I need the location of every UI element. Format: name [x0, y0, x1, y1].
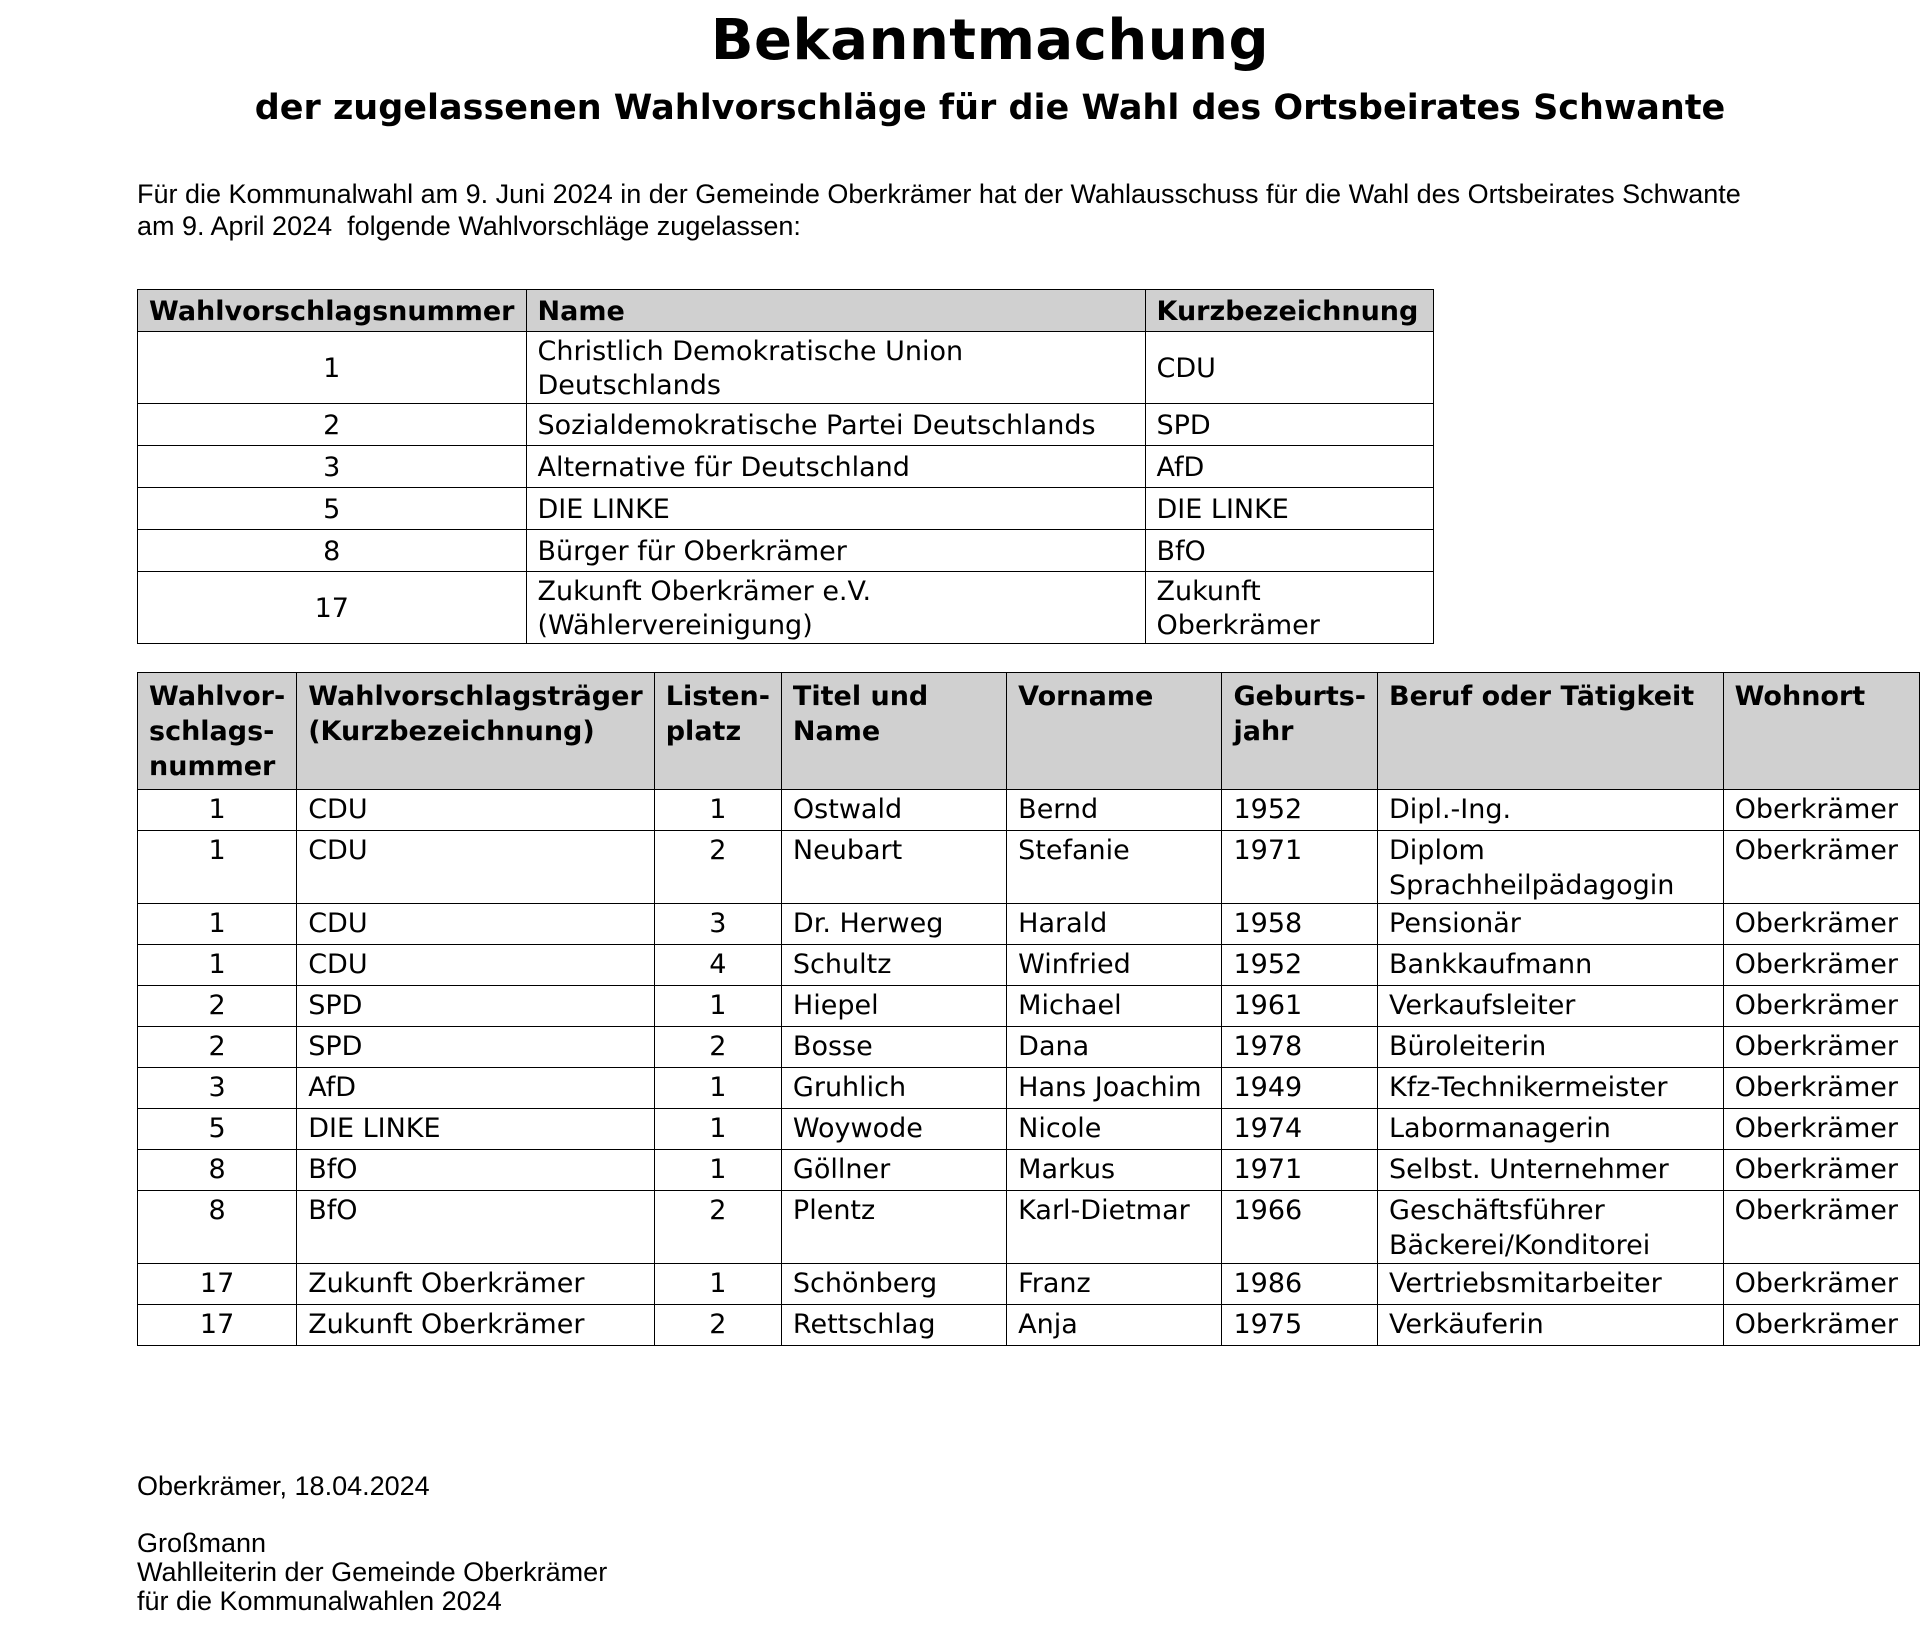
candidates-cell: Oberkrämer — [1723, 1264, 1919, 1305]
candidates-cell: 4 — [654, 945, 781, 986]
candidates-cell: Oberkrämer — [1723, 904, 1919, 945]
candidates-table-row — [138, 904, 1920, 945]
parties-table-row — [138, 446, 1434, 488]
occupation-line: Vertriebsmitarbeiter — [1389, 1268, 1662, 1299]
candidates-header-row — [138, 673, 1920, 790]
candidates-table-row — [138, 1109, 1920, 1150]
candidates-cell: 2 — [654, 1191, 781, 1264]
candidates-cell: Oberkrämer — [1723, 1068, 1919, 1109]
candidates-cell — [1378, 1109, 1724, 1150]
candidates-cell: CDU — [297, 945, 655, 986]
candidates-cell: BfO — [297, 1191, 655, 1264]
candidates-cell — [1378, 1264, 1724, 1305]
candidates-cell: 8 — [138, 1191, 297, 1264]
parties-cell: Bürger für Oberkrämer — [526, 530, 1145, 572]
candidates-cell: 2 — [138, 986, 297, 1027]
occupation-line: Bäckerei/Konditorei — [1389, 1230, 1651, 1261]
candidates-cell: 1966 — [1222, 1191, 1378, 1264]
candidates-cell: Oberkrämer — [1723, 945, 1919, 986]
header-line: platz — [665, 716, 742, 747]
candidates-cell: Oberkrämer — [1723, 986, 1919, 1027]
candidates-cell: Hiepel — [781, 986, 1006, 1027]
parties-table-row — [138, 488, 1434, 530]
candidates-cell: Markus — [1007, 1150, 1222, 1191]
candidates-cell: 1 — [138, 904, 297, 945]
document-subtitle: der zugelassenen Wahlvorschläge für die Wahl des Ortsbeirates Schwante — [254, 88, 1726, 128]
candidates-cell: 1952 — [1222, 945, 1378, 986]
candidates-cell — [1378, 1027, 1724, 1068]
parties-header-row — [138, 290, 1434, 332]
candidates-cell: 1978 — [1222, 1027, 1378, 1068]
candidates-cell: 1971 — [1222, 831, 1378, 904]
candidates-cell: Göllner — [781, 1150, 1006, 1191]
candidates-table-body — [138, 790, 1920, 1346]
candidates-cell: Harald — [1007, 904, 1222, 945]
occupation-line: Geschäftsführer — [1389, 1195, 1605, 1226]
parties-column-header: Wahlvorschlagsnummer — [138, 290, 527, 332]
parties-cell: Zukunft Oberkrämer — [1145, 572, 1433, 644]
parties-cell: 1 — [138, 332, 527, 404]
candidates-cell: DIE LINKE — [297, 1109, 655, 1150]
candidates-cell: 1949 — [1222, 1068, 1378, 1109]
candidates-cell: 3 — [654, 904, 781, 945]
candidates-cell: CDU — [297, 831, 655, 904]
parties-table-row — [138, 530, 1434, 572]
parties-cell: DIE LINKE — [1145, 488, 1433, 530]
header-line: Beruf oder Tätigkeit — [1389, 681, 1695, 712]
candidates-cell: Hans Joachim — [1007, 1068, 1222, 1109]
candidates-cell: Schönberg — [781, 1264, 1006, 1305]
header-line: (Kurzbezeichnung) — [308, 716, 595, 747]
footer-role: Wahlleiterin der Gemeinde Oberkrämer — [137, 1557, 608, 1587]
parties-cell: AfD — [1145, 446, 1433, 488]
candidates-cell: 2 — [138, 1027, 297, 1068]
candidates-cell: Franz — [1007, 1264, 1222, 1305]
candidates-cell: Plentz — [781, 1191, 1006, 1264]
intro-line-2: am 9. April 2024 folgende Wahlvorschläge zugelassen: — [137, 211, 801, 241]
header-line: Vorname — [1018, 681, 1154, 712]
candidates-cell: BfO — [297, 1150, 655, 1191]
occupation-line: Diplom — [1389, 835, 1485, 866]
candidates-cell: Dr. Herweg — [781, 904, 1006, 945]
candidates-table-row — [138, 1305, 1920, 1346]
parties-column-header: Name — [526, 290, 1145, 332]
candidates-cell: 17 — [138, 1264, 297, 1305]
header-line: jahr — [1233, 716, 1294, 747]
candidates-table — [137, 672, 1920, 1346]
candidates-table-row — [138, 1027, 1920, 1068]
candidates-cell: Neubart — [781, 831, 1006, 904]
parties-cell: SPD — [1145, 404, 1433, 446]
occupation-line: Verkäuferin — [1389, 1309, 1544, 1340]
document-title: Bekanntmachung — [710, 8, 1270, 73]
footer-name: Großmann — [137, 1528, 267, 1558]
header-line: Geburts- — [1233, 681, 1367, 712]
candidates-cell: 8 — [138, 1150, 297, 1191]
candidates-cell: CDU — [297, 790, 655, 831]
parties-table-row — [138, 332, 1434, 404]
candidates-cell: Anja — [1007, 1305, 1222, 1346]
occupation-line: Kfz-Technikermeister — [1389, 1072, 1668, 1103]
header-line: nummer — [149, 751, 276, 782]
intro-paragraph — [137, 178, 1897, 242]
parties-table-row — [138, 404, 1434, 446]
candidates-cell: Winfried — [1007, 945, 1222, 986]
candidates-table-row — [138, 986, 1920, 1027]
parties-table-header — [138, 290, 1434, 332]
candidates-cell — [1378, 986, 1724, 1027]
candidates-cell: Stefanie — [1007, 831, 1222, 904]
candidates-cell: 2 — [654, 1027, 781, 1068]
parties-cell: BfO — [1145, 530, 1433, 572]
candidates-cell: 1 — [654, 1109, 781, 1150]
candidates-table-row — [138, 790, 1920, 831]
candidates-column-header — [781, 673, 1006, 790]
candidates-table-row — [138, 945, 1920, 986]
occupation-line: Pensionär — [1389, 908, 1521, 939]
candidates-column-header — [138, 673, 297, 790]
parties-cell: CDU — [1145, 332, 1433, 404]
candidates-cell: Dana — [1007, 1027, 1222, 1068]
candidates-cell: 1 — [138, 831, 297, 904]
candidates-cell: Gruhlich — [781, 1068, 1006, 1109]
candidates-cell — [1378, 1150, 1724, 1191]
parties-cell: 3 — [138, 446, 527, 488]
parties-column-header: Kurzbezeichnung — [1145, 290, 1433, 332]
intro-line-1: Für die Kommunalwahl am 9. Juni 2024 in der Gemeinde Oberkrämer hat der Wahlausschuss für die Wahl des Ortsbeirates Schwante — [137, 179, 1741, 209]
candidates-cell: 1974 — [1222, 1109, 1378, 1150]
occupation-line: Selbst. Unternehmer — [1389, 1154, 1669, 1185]
parties-cell: 17 — [138, 572, 527, 644]
candidates-cell: Zukunft Oberkrämer — [297, 1264, 655, 1305]
candidates-cell: Ostwald — [781, 790, 1006, 831]
candidates-cell: 1 — [654, 1068, 781, 1109]
candidates-cell: Rettschlag — [781, 1305, 1006, 1346]
candidates-cell — [1378, 945, 1724, 986]
occupation-line: Büroleiterin — [1389, 1031, 1547, 1062]
parties-cell: 2 — [138, 404, 527, 446]
candidates-cell: Bernd — [1007, 790, 1222, 831]
parties-cell: Alternative für Deutschland — [526, 446, 1145, 488]
candidates-cell: 1975 — [1222, 1305, 1378, 1346]
candidates-cell: 1958 — [1222, 904, 1378, 945]
candidates-cell: 1952 — [1222, 790, 1378, 831]
candidates-cell: Oberkrämer — [1723, 1109, 1919, 1150]
parties-cell: DIE LINKE — [526, 488, 1145, 530]
candidates-cell: SPD — [297, 986, 655, 1027]
occupation-line: Sprachheilpädagogin — [1389, 870, 1675, 901]
candidates-cell: 1986 — [1222, 1264, 1378, 1305]
parties-cell: Sozialdemokratische Partei Deutschlands — [526, 404, 1145, 446]
candidates-cell: 1 — [654, 986, 781, 1027]
parties-cell: Christlich Demokratische Union Deutschlands — [526, 332, 1145, 404]
footer-place-date: Oberkrämer, 18.04.2024 — [137, 1471, 430, 1501]
candidates-table-row — [138, 1150, 1920, 1191]
candidates-cell: Schultz — [781, 945, 1006, 986]
candidates-table-header — [138, 673, 1920, 790]
candidates-cell: 2 — [654, 1305, 781, 1346]
candidates-cell: 1 — [654, 1264, 781, 1305]
candidates-cell: Zukunft Oberkrämer — [297, 1305, 655, 1346]
candidates-cell: Michael — [1007, 986, 1222, 1027]
candidates-column-header — [654, 673, 781, 790]
parties-cell: 5 — [138, 488, 527, 530]
parties-table-row — [138, 572, 1434, 644]
occupation-line: Bankkaufmann — [1389, 949, 1593, 980]
candidates-table-row — [138, 1191, 1920, 1264]
candidates-cell — [1378, 1305, 1724, 1346]
candidates-cell: CDU — [297, 904, 655, 945]
candidates-cell — [1378, 1068, 1724, 1109]
footer-signature-block — [137, 1529, 607, 1616]
candidates-cell — [1378, 790, 1724, 831]
occupation-line: Dipl.-Ing. — [1389, 794, 1512, 825]
candidates-cell: 1971 — [1222, 1150, 1378, 1191]
candidates-cell: Oberkrämer — [1723, 1027, 1919, 1068]
header-line: Wahlvorschlagsträger — [308, 681, 643, 712]
candidates-cell: Karl-Dietmar — [1007, 1191, 1222, 1264]
candidates-cell: 1961 — [1222, 986, 1378, 1027]
candidates-cell — [1378, 904, 1724, 945]
candidates-cell: Oberkrämer — [1723, 1305, 1919, 1346]
candidates-cell: 1 — [654, 1150, 781, 1191]
candidates-cell: Oberkrämer — [1723, 1191, 1919, 1264]
candidates-column-header — [1378, 673, 1724, 790]
candidates-column-header — [1222, 673, 1378, 790]
candidates-column-header — [297, 673, 655, 790]
candidates-cell: 5 — [138, 1109, 297, 1150]
candidates-cell: 17 — [138, 1305, 297, 1346]
candidates-cell: 2 — [654, 831, 781, 904]
candidates-cell: Woywode — [781, 1109, 1006, 1150]
header-line: Listen- — [665, 681, 770, 712]
candidates-cell: Oberkrämer — [1723, 1150, 1919, 1191]
candidates-cell — [1378, 831, 1724, 904]
candidates-cell: Oberkrämer — [1723, 831, 1919, 904]
candidates-table-row — [138, 1264, 1920, 1305]
parties-cell: 8 — [138, 530, 527, 572]
candidates-column-header — [1723, 673, 1919, 790]
candidates-cell: Bosse — [781, 1027, 1006, 1068]
candidates-cell: AfD — [297, 1068, 655, 1109]
candidates-cell: 1 — [138, 945, 297, 986]
header-line: schlags- — [149, 716, 275, 747]
parties-table — [137, 289, 1434, 644]
candidates-cell — [1378, 1191, 1724, 1264]
occupation-line: Labormanagerin — [1389, 1113, 1611, 1144]
footer-scope: für die Kommunalwahlen 2024 — [137, 1586, 502, 1616]
candidates-table-row — [138, 831, 1920, 904]
candidates-cell: SPD — [297, 1027, 655, 1068]
header-line: Titel und Name — [792, 681, 929, 747]
occupation-line: Verkaufsleiter — [1389, 990, 1576, 1021]
candidates-cell: 1 — [138, 790, 297, 831]
candidates-cell: 3 — [138, 1068, 297, 1109]
candidates-table-row — [138, 1068, 1920, 1109]
header-line: Wahlvor- — [149, 681, 286, 712]
candidates-cell: Oberkrämer — [1723, 790, 1919, 831]
candidates-cell: Nicole — [1007, 1109, 1222, 1150]
candidates-column-header — [1007, 673, 1222, 790]
parties-cell: Zukunft Oberkrämer e.V. (Wählervereinigung) — [526, 572, 1145, 644]
parties-table-body — [138, 332, 1434, 644]
header-line: Wohnort — [1734, 681, 1866, 712]
candidates-cell: 1 — [654, 790, 781, 831]
